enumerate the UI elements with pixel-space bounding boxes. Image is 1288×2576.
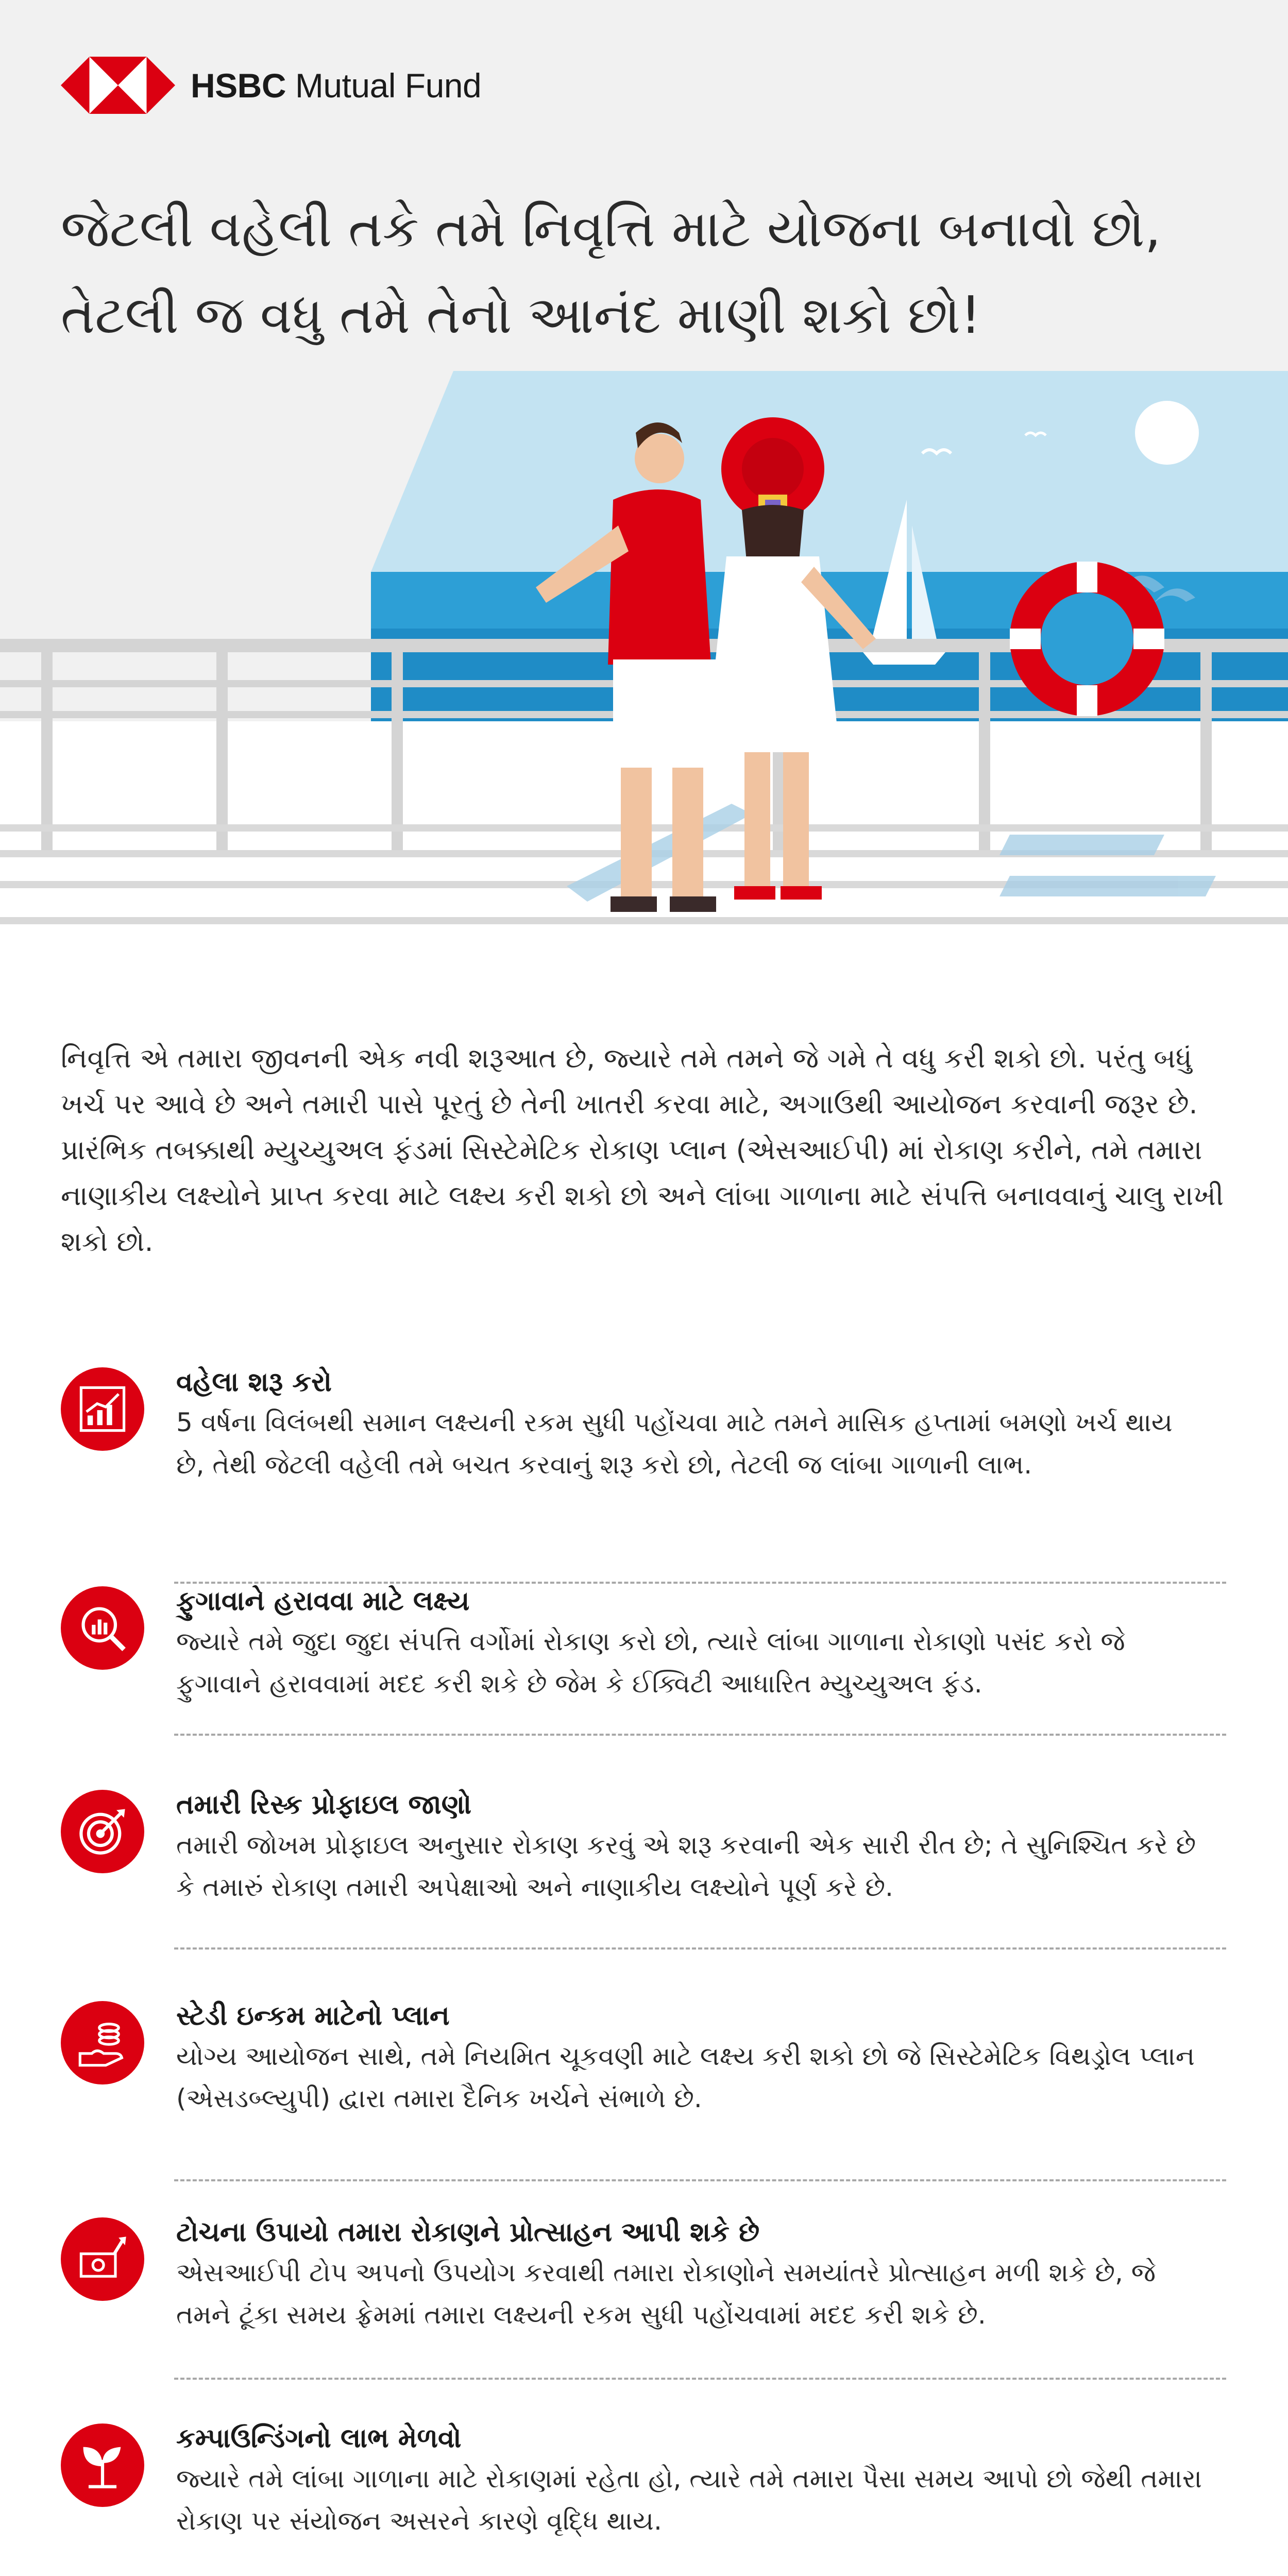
feature-text: યોગ્ય આયોજન સાથે, તમે નિયમિત ચૂકવણી માટે લક્ષ્ય કરી શકો છો જે સિસ્ટેમેટિક વિથડ્રોલ પ્લાન (એસડબ્લ્યુપી) દ્વારા તમારા દૈનિક ખર્ચને સંભાળે છે. [176,2041,1195,2113]
feature-start-early [61,1365,1225,1520]
feature-text: જ્યારે તમે જુદા જુદા સંપત્તિ વર્ગોમાં રોકાણ કરો છો, ત્યારે લાંબા ગાળાના રોકાણો પસંદ કરો જે ફુગાવાને હરાવવામાં મદદ કરી શકે છે જેમ કે ઈક્વિટી આધારિત મ્યુચ્યુઅલ ફંડ. [176,1626,1125,1699]
target-icon [61,1790,144,1873]
divider [174,1582,1226,1584]
feature-text: 5 વર્ષના વિલંબથી સમાન લક્ષ્યની રકમ સુધી પહોંચવા માટે તમને માસિક હપ્તામાં બમણો ખર્ચ થાય છે, તેથી જેટલી વહેલી તમે બચત કરવાનું શરૂ કરો છો, તેટલી જ લાંબા ગાળાની લાભ. [176,1408,1173,1480]
intro-paragraph: નિવૃત્તિ એ તમારા જીવનની એક નવી શરૂઆત છે, જ્યારે તમે તમને જે ગમે તે વધુ કરી શકો છો. પરંતુ બધું ખર્ચ પર આવે છે અને તમારી પાસે પૂરતું છે તેની ખાતરી કરવા માટે, અગાઉથી આયોજન કરવાની જરૂર છે. પ્રારંભિક તબક્કાથી મ્યુચ્યુઅલ ફંડમાં સિસ્ટેમેટિક રોકાણ પ્લાન (એસઆઈપી) માં રોકાણ કરીને, તમે તમારા નાણાકીય લક્ષ્યોને પ્રાપ્ત કરવા માટે લક્ષ્ય કરી શકો છો અને લાંબા ગાળાના માટે સંપત્તિ બનાવવાનું ચાલુ રાખી શકો છો. [61,1043,1224,1258]
magnifier-chart-icon [61,1586,144,1670]
feature-text: તમારી જોખમ પ્રોફાઇલ અનુસાર રોકાણ કરવું એ શરૂ કરવાની એક સારી રીત છે; તે સુનિશ્ચિત કરે છે કે તમારું રોકાણ તમારી અપેક્ષાઓ અને નાણાકીય લક્ષ્યોને પૂર્ણ કરે છે. [176,1830,1196,1902]
hsbc-hexagon-icon [61,57,175,114]
money-up-icon [61,2217,144,2301]
feature-title: ફુગાવાને હરાવવા માટે લક્ષ્ય [176,1586,470,1617]
growth-chart-icon [61,1367,144,1451]
feature-title: સ્ટેડી ઇન્કમ માટેનો પ્લાન [176,2001,450,2031]
feature-steady-income [61,1999,1225,2154]
hand-coins-icon [61,2001,144,2084]
feature-compounding [61,2421,1225,2576]
brand-name: HSBC Mutual Fund [191,66,482,105]
feature-title: ટોચના ઉપાયો તમારા રોકાણને પ્રોત્સાહન આપી શકે છે [176,2217,760,2248]
feature-top-up [61,2215,1225,2370]
divider [174,1734,1226,1736]
retirement-couple-illustration [0,371,1288,948]
feature-title: તમારી રિસ્ક પ્રોફાઇલ જાણો [176,1789,472,1820]
feature-title: વહેલા શરૂ કરો [176,1367,332,1398]
divider [174,2378,1226,2380]
divider [174,1947,1226,1950]
page-headline: જેટલી વહેલી તકે તમે નિવૃત્તિ માટે યોજના બનાવો છો, તેટલી જ વધુ તમે તેનો આનંદ માણી શકો છો! [61,198,1161,345]
feature-text: જ્યારે તમે લાંબા ગાળાના માટે રોકાણમાં રહેતા હો, ત્યારે તમે તમારા પૈસા સમય આપો છો જેથી તમારા રોકાણ પર સંયોજન અસરને કારણે વૃદ્ધિ થાય. [176,2464,1202,2536]
feature-text: એસઆઈપી ટોપ અપનો ઉપયોગ કરવાથી તમારા રોકાણોને સમયાંતરે પ્રોત્સાહન મળી શકે છે, જે તમને ટૂંકા સમય ફ્રેમમાં તમારા લક્ષ્યની રકમ સુધી પહોંચવામાં મદદ કરી શકે છે. [176,2258,1156,2330]
feature-title: કમ્પાઉન્ડિંગનો લાભ મેળવો [176,2423,462,2454]
feature-risk-profile [61,1788,1225,1942]
hero-banner [0,0,1288,948]
divider [174,2179,1226,2181]
sprout-icon [61,2424,144,2507]
hsbc-logo[interactable] [61,57,481,114]
feature-beat-inflation [61,1584,1225,1739]
